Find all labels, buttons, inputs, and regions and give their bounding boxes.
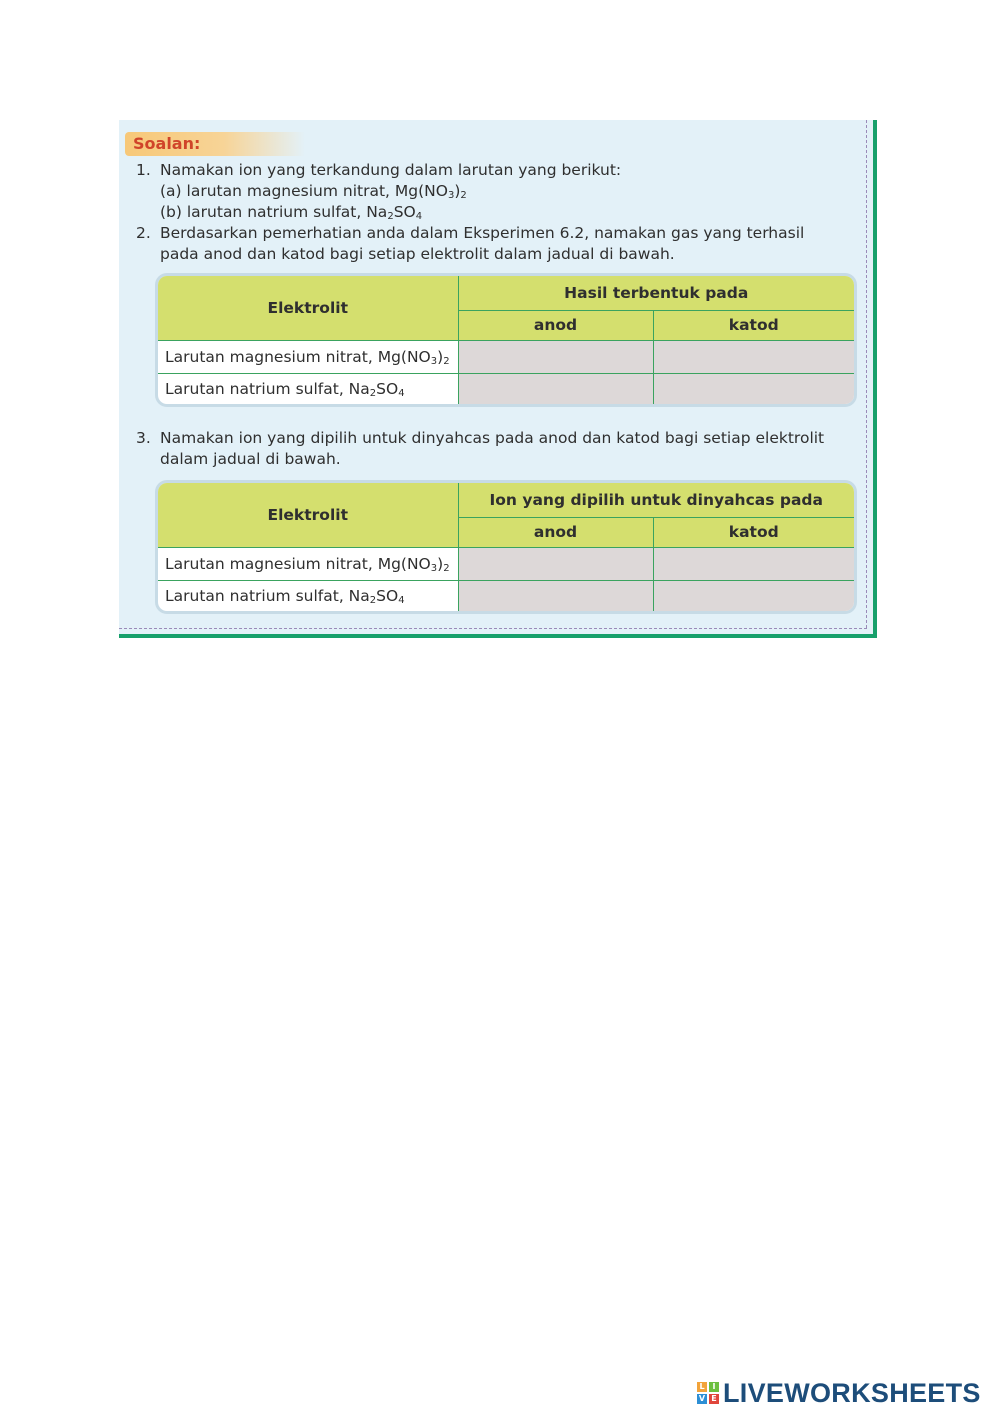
subscript: 4 [398, 594, 405, 606]
bracket: ) [454, 182, 461, 200]
table-ion [155, 480, 857, 614]
row-label-mg-nitrat [158, 340, 458, 373]
row-label-mg-nitrat [158, 547, 458, 580]
answer-box-katod-row1[interactable] [653, 340, 854, 373]
answer-box-katod-row2[interactable] [653, 373, 854, 404]
answer-box-anod-row2[interactable] [458, 373, 653, 404]
row-label-na-sulfat [158, 580, 458, 611]
header-katod: katod [653, 310, 854, 340]
answer-box-katod-row2[interactable] [653, 580, 854, 611]
subscript: 2 [443, 355, 450, 367]
answer-box-anod-row1[interactable] [458, 340, 653, 373]
row-text: Larutan magnesium nitrat, Mg(NO [165, 347, 431, 366]
question-1-number: 1. [136, 161, 151, 179]
soalan-label: Soalan: [133, 134, 201, 153]
question-1a-text: (a) larutan magnesium nitrat, Mg(NO [160, 182, 448, 200]
subscript: 4 [398, 387, 405, 399]
table-hasil [155, 273, 857, 407]
subscript: 3 [430, 562, 438, 574]
logo-letter: E [709, 1394, 719, 1404]
logo-icon [697, 1382, 719, 1404]
header-elektrolit: Elektrolit [158, 483, 458, 547]
bracket: ) [437, 347, 444, 366]
answer-box-anod-row1[interactable] [458, 547, 653, 580]
question-2-number: 2. [136, 224, 151, 242]
subscript: 2 [387, 211, 394, 222]
header-anod: anod [458, 310, 653, 340]
question-1b-text: (b) larutan natrium sulfat, Na [160, 203, 388, 221]
question-1b [160, 202, 422, 223]
row-text: Larutan natrium sulfat, Na [165, 586, 370, 605]
header-elektrolit: Elektrolit [158, 276, 458, 340]
question-2-text: Berdasarkan pemerhatian anda dalam Eksperimen 6.2, namakan gas yang terhasil pada anod dan katod bagi setiap elektrolit dalam jadual di bawah. [160, 224, 805, 263]
table-row [158, 580, 854, 611]
subscript: 2 [443, 562, 450, 574]
question-1a [160, 181, 467, 202]
row-text: Larutan natrium sulfat, Na [165, 379, 370, 398]
table-row [158, 340, 854, 373]
question-3-number: 3. [136, 429, 151, 447]
table-row [158, 547, 854, 580]
answer-box-anod-row2[interactable] [458, 580, 653, 611]
table-row [158, 373, 854, 404]
subscript: 2 [460, 190, 467, 201]
logo-letter: I [709, 1382, 719, 1392]
logo-text: LIVEWORKSHEETS [723, 1377, 981, 1408]
question-3-text: Namakan ion yang dipilih untuk dinyahcas pada anod dan katod bagi setiap elektrolit dalam jadual di bawah. [160, 429, 825, 468]
subscript: 3 [430, 355, 438, 367]
question-panel [119, 120, 877, 638]
logo-letter: V [698, 1394, 706, 1403]
row-text: Larutan magnesium nitrat, Mg(NO [165, 554, 431, 573]
header-ion: Ion yang dipilih untuk dinyahcas pada [458, 483, 854, 517]
header-hasil: Hasil terbentuk pada [458, 276, 854, 310]
subscript: 4 [415, 211, 423, 222]
logo-letter: L [697, 1382, 707, 1392]
liveworksheets-logo [697, 1378, 981, 1408]
question-1-text: Namakan ion yang terkandung dalam larutan yang berikut: [160, 161, 622, 179]
bracket: ) [437, 554, 444, 573]
subscript: 2 [369, 387, 377, 399]
subscript: 2 [369, 594, 377, 606]
formula-part: SO [376, 586, 399, 605]
subscript: 3 [447, 190, 455, 201]
answer-box-katod-row1[interactable] [653, 547, 854, 580]
row-label-na-sulfat [158, 373, 458, 404]
soalan-heading [125, 132, 305, 156]
header-anod: anod [458, 517, 653, 547]
formula-part: SO [393, 203, 416, 221]
formula-part: SO [376, 379, 399, 398]
header-katod: katod [653, 517, 854, 547]
